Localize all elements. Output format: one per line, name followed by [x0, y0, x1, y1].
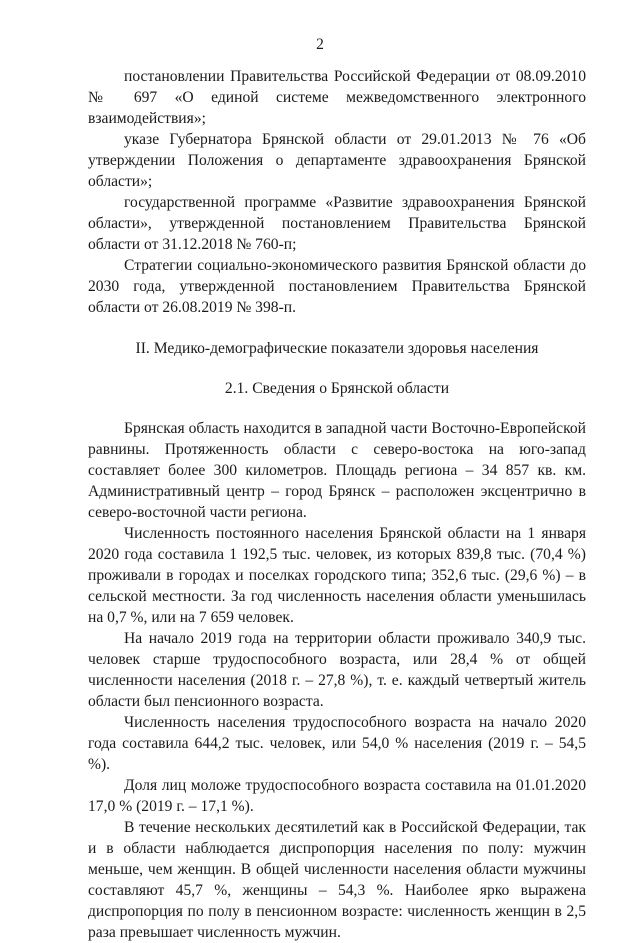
body-paragraph: Брянская область находится в западной части Восточно-Европейской равнины. Протяженность области с северо-востока на юго-запад составляет более 300 километров. Площадь региона – 34 857 кв. км. Административный центр – город Брянск – расположен эксцентрично в северо-восточной части региона.: [88, 420, 586, 521]
body-paragraph: Численность постоянного населения Брянской области на 1 января 2020 года составила 1 192,5 тыс. человек, из которых 839,8 тыс. (70,4 %) проживали в городах и поселках городского типа; 352,6 тыс. (29,6 %) – в сельской местности. За год численность населения области уменьшилась на 0,7 %, или на 7 659 человек.: [88, 525, 586, 626]
subsection-heading: 2.1. Сведения о Брянской области: [224, 380, 450, 397]
body-paragraph: Численность населения трудоспособного возраста на начало 2020 года составила 644,2 тыс. человек, или 54,0 % населения (2019 г. – 54,5 %).: [88, 714, 586, 773]
basis-paragraph: постановлении Правительства Российской Федерации от 08.09.2010 № 697 «О единой системе межведомственного электронного взаимодействия»;: [88, 68, 586, 127]
document-body: [88, 66, 586, 943]
basis-paragraph: Стратегии социально-экономического развития Брянской области до 2030 года, утвержденной постановлением Правительства Брянской области от 26.08.2019 № 398-п.: [88, 257, 586, 316]
basis-paragraph: государственной программе «Развитие здравоохранения Брянской области», утвержденной постановлением Правительства Брянской области от 31.12.2018 № 760-п;: [88, 194, 586, 253]
body-paragraph: Доля лиц моложе трудоспособного возраста составила на 01.01.2020 17,0 % (2019 г. – 17,1 %).: [88, 777, 586, 815]
basis-paragraph: указе Губернатора Брянской области от 29.01.2013 № 76 «Об утверждении Положения о департаменте здравоохранения Брянской области»;: [88, 131, 586, 190]
body-paragraph: В течение нескольких десятилетий как в Российской Федерации, так и в области наблюдается диспропорция населения по полу: мужчин меньше, чем женщин. В общей численности населения области мужчины составляют 45,7 %, женщины – 54,3 %. Наиболее ярко выражена диспропорция по полу в пенсионном возрасте: численность женщин в 2,5 раза превышает численность мужчин.: [88, 819, 586, 941]
body-paragraph: На начало 2019 года на территории области проживало 340,9 тыс. человек старше трудоспособного возраста, или 28,4 % от общей численности населения (2018 г. – 27,8 %), т. е. каждый четвертый житель области был пенсионного возраста.: [88, 630, 586, 710]
section-heading: II. Медико-демографические показатели здоровья населения: [135, 340, 539, 357]
page-number: 2: [316, 36, 324, 53]
